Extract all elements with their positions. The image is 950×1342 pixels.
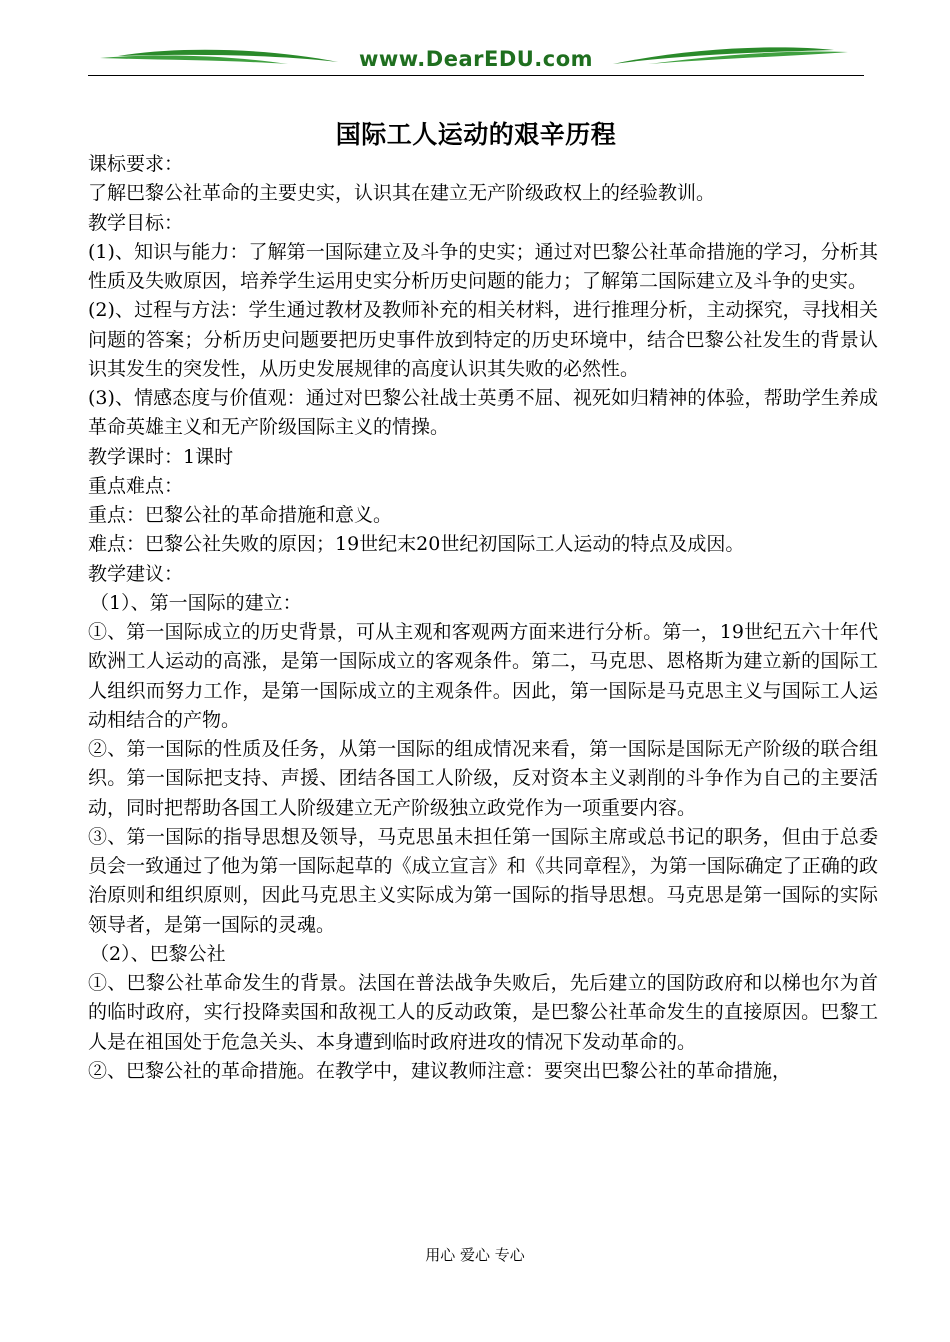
header-divider — [88, 75, 864, 76]
section-heading: （1）、第一国际的建立： — [90, 591, 302, 614]
paragraph: (3)、情感态度与价值观：通过对巴黎公社战士英勇不屈、视死如归精神的体验，帮助学生养成革命英雄主义和无产阶级国际主义的情操。 — [88, 387, 878, 439]
site-logo-text: www.DearEDU.com — [358, 47, 594, 71]
paragraph: (2)、过程与方法：学生通过教材及教师补充的相关材料，进行推理分析，主动探究，寻找相关问题的答案；分析历史问题要把历史事件放到特定的历史环境中，结合巴黎公社发生的背景认识其发生的突发性，从历史发展规律的高度认识其失败的必然性。 — [88, 299, 878, 380]
paragraph: 了解巴黎公社革命的主要史实，认识其在建立无产阶级政权上的经验教训。 — [88, 182, 716, 205]
paragraph: 教学课时：1课时 — [88, 445, 234, 468]
paragraph: 教学目标： — [88, 211, 184, 234]
paragraph: ①、第一国际成立的历史背景，可从主观和客观两方面来进行分析。第一，19世纪五六十年代欧洲工人运动的高涨，是第一国际成立的客观条件。第二，马克思、恩格斯为建立新的国际工人组织而努力工作，是第一国际成立的主观条件。因此，第一国际是马克思主义与国际工人运动相结合的产物。 — [88, 621, 878, 731]
paragraph: 难点：巴黎公社失败的原因；19世纪末20世纪初国际工人运动的特点及成因。 — [88, 533, 745, 556]
section-heading: （2）、巴黎公社 — [90, 942, 226, 965]
paragraph: (1)、知识与能力：了解第一国际建立及斗争的史实；通过对巴黎公社革命措施的学习，分析其性质及失败原因，培养学生运用史实分析历史问题的能力；了解第二国际建立及斗争的史实。 — [88, 240, 878, 292]
document-body — [88, 150, 878, 1086]
paragraph: 课标要求： — [88, 153, 184, 175]
paragraph: 重点：巴黎公社的革命措施和意义。 — [88, 504, 393, 526]
paragraph: ③、第一国际的指导思想及领导，马克思虽未担任第一国际主席或总书记的职务，但由于总委员会一致通过了他为第一国际起草的《成立宣言》和《共同章程》，为第一国际确定了正确的政治原则和组织原则，因此马克思主义实际成为第一国际的指导思想。马克思是第一国际的实际领导者，是第一国际的灵魂。 — [88, 825, 878, 936]
paragraph: 重点难点： — [88, 474, 184, 497]
paragraph: ②、巴黎公社的革命措施。在教学中，建议教师注意：要突出巴黎公社的革命措施， — [88, 1059, 792, 1082]
page-footer: 用心 爱心 专心 — [425, 1246, 525, 1264]
document-title: 国际工人运动的艰辛历程 — [335, 120, 617, 149]
paragraph: 教学建议： — [88, 562, 184, 585]
paragraph: ①、巴黎公社革命发生的背景。法国在普法战争失败后，先后建立的国防政府和以梯也尔为首的临时政府，实行投降卖国和敌视工人的反动政策，是巴黎公社革命发生的直接原因。巴黎工人是在祖国处于危急关头、本身遭到临时政府进攻的情况下发动革命的。 — [88, 972, 878, 1053]
paragraph: ②、第一国际的性质及任务，从第一国际的组成情况来看，第一国际是国际无产阶级的联合组织。第一国际把支持、声援、团结各国工人阶级，反对资本主义剥削的斗争作为自己的主要活动，同时把帮助各国工人阶级建立无产阶级独立政党作为一项重要内容。 — [88, 738, 878, 819]
page-header — [88, 40, 864, 80]
